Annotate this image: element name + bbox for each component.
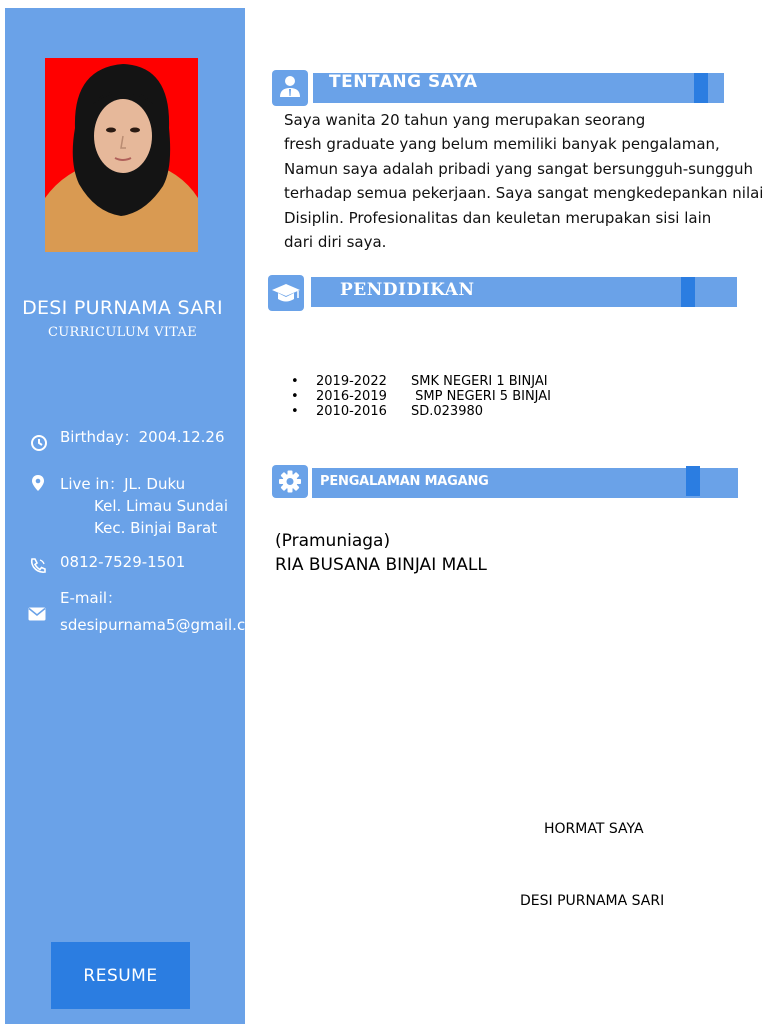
education-school: SMP NEGERI 5 BINJAI xyxy=(411,389,552,404)
list-item xyxy=(291,404,551,419)
envelope-icon xyxy=(28,606,46,624)
document-subtitle: CURRICULUM VITAE xyxy=(48,325,197,340)
education-list xyxy=(291,374,551,419)
education-years: 2016-2019 xyxy=(316,389,387,404)
education-school: SD.023980 xyxy=(411,404,484,419)
email-label: E-mail： xyxy=(60,589,123,607)
internship-role: (Pramuniaga) xyxy=(275,531,391,551)
location-pin-icon xyxy=(29,474,47,492)
about-line: fresh graduate yang belum memiliki banyak pengalaman, xyxy=(284,135,720,154)
resume-button[interactable]: RESUME xyxy=(51,942,190,1009)
internship-header-accent xyxy=(686,466,700,496)
education-years: 2019-2022 xyxy=(316,374,387,389)
about-header-accent xyxy=(694,73,708,103)
address-line-3: Kec. Binjai Barat xyxy=(94,519,218,537)
address-line-1: Live in：JL. Duku xyxy=(60,475,186,493)
about-text xyxy=(284,108,763,254)
closing-text: HORMAT SAYA xyxy=(544,821,644,837)
about-line: terhadap semua pekerjaan. Saya sangat mengkedepankan nilai xyxy=(284,184,764,203)
bullet: • xyxy=(291,404,299,419)
clock-icon xyxy=(30,434,48,452)
birthday-text: Birthday：2004.12.26 xyxy=(60,428,225,446)
about-title: TENTANG SAYA xyxy=(329,72,478,92)
candidate-name: DESI PURNAMA SARI xyxy=(22,297,223,319)
address-line-2: Kel. Limau Sundai xyxy=(94,497,229,515)
graduation-cap-icon xyxy=(268,275,304,311)
education-school: SMK NEGERI 1 BINJAI xyxy=(411,374,548,389)
internship-company: RIA BUSANA BINJAI MALL xyxy=(275,555,487,575)
education-header-accent xyxy=(681,277,695,307)
about-line: Namun saya adalah pribadi yang sangat bersungguh-sungguh xyxy=(284,159,754,178)
list-item xyxy=(291,389,551,404)
internship-details xyxy=(275,529,487,577)
education-title: PENDIDIKAN xyxy=(340,280,475,300)
person-icon xyxy=(272,70,308,106)
about-line: dari diri saya. xyxy=(284,233,387,252)
list-item xyxy=(291,374,551,389)
email-text: sdesipurnama5@gmail.com xyxy=(60,616,269,634)
profile-photo xyxy=(45,58,198,252)
bullet: • xyxy=(291,389,299,404)
internship-title: PENGALAMAN MAGANG xyxy=(320,474,489,489)
signature-name: DESI PURNAMA SARI xyxy=(520,893,665,909)
phone-icon xyxy=(29,557,47,575)
about-line: Saya wanita 20 tahun yang merupakan seorang xyxy=(284,111,646,129)
gear-icon xyxy=(272,465,308,498)
bullet: • xyxy=(291,374,299,389)
phone-text: 0812-7529-1501 xyxy=(60,553,186,571)
education-years: 2010-2016 xyxy=(316,404,387,419)
about-line: Disiplin. Profesionalitas dan keuletan merupakan sisi lain xyxy=(284,208,712,227)
